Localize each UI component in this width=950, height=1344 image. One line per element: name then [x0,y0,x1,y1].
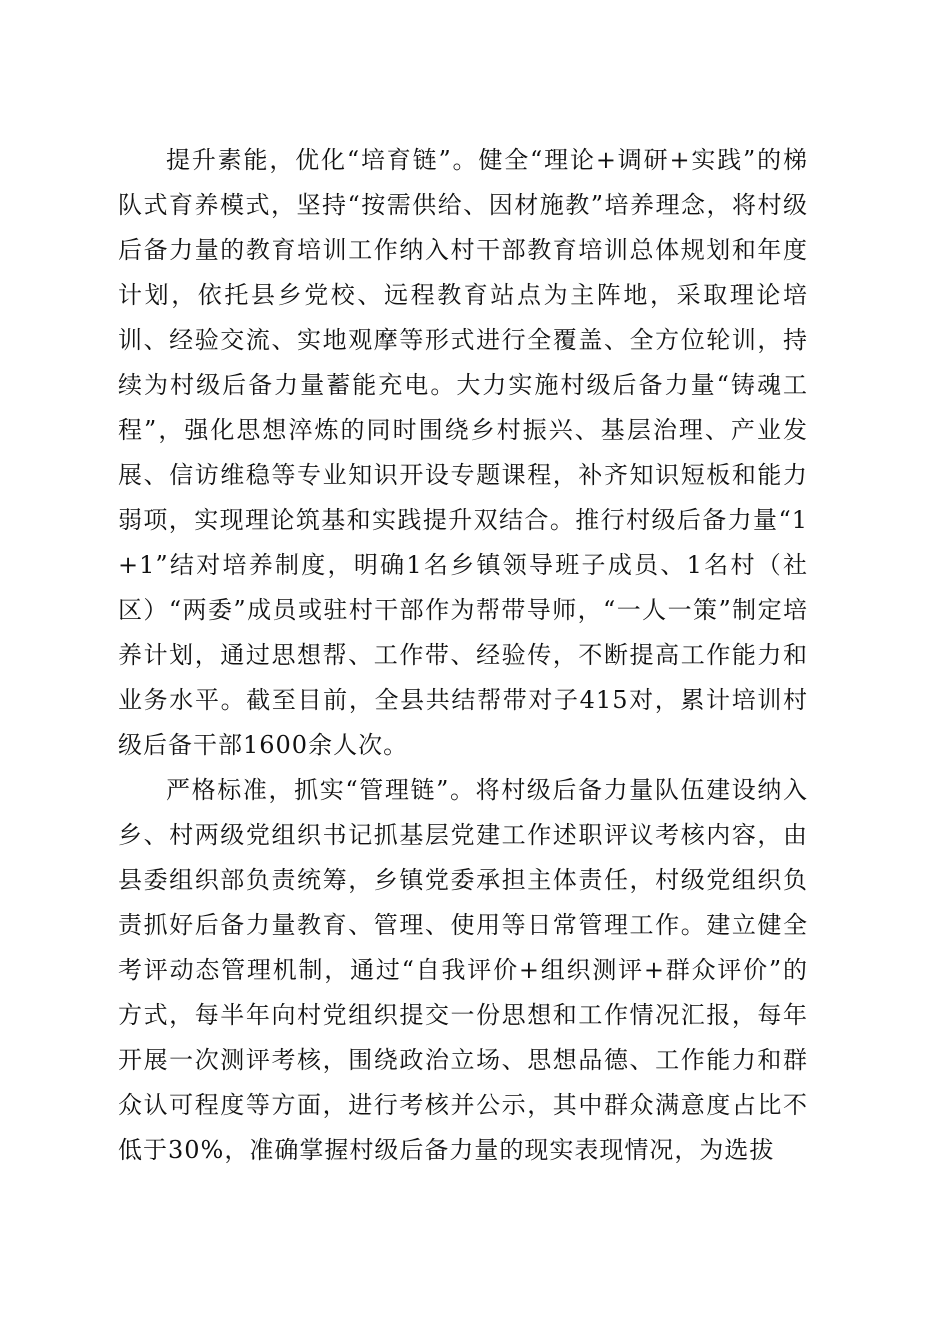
paragraph-training-chain: 提升素能，优化“培育链”。健全“理论+调研+实践”的梯队式育养模式，坚持“按需供给、因材施教”培养理念，将村级后备力量的教育培训工作纳入村干部教育培训总体规划和年度计划，依托县乡党校、远程教育站点为主阵地，采取理论培训、经验交流、实地观摩等形式进行全覆盖、全方位轮训，持续为村级后备力量蓄能充电。大力实施村级后备力量“铸魂工程”，强化思想淬炼的同时围绕乡村振兴、基层治理、产业发展、信访维稳等专业知识开设专题课程，补齐知识短板和能力弱项，实现理论筑基和实践提升双结合。推行村级后备力量“1+1”结对培养制度，明确1名乡镇领导班子成员、1名村（社区）“两委”成员或驻村干部作为帮带导师，“一人一策”制定培养计划，通过思想帮、工作带、经验传，不断提高工作能力和业务水平。截至目前，全县共结帮带对子415对，累计培训村级后备干部1600余人次。 [118,146,808,759]
document-page [118,138,808,1173]
paragraph-management-chain: 严格标准，抓实“管理链”。将村级后备力量队伍建设纳入乡、村两级党组织书记抓基层党建工作述职评议考核内容，由县委组织部负责统筹，乡镇党委承担主体责任，村级党组织负责抓好后备力量教育、管理、使用等日常管理工作。建立健全考评动态管理机制，通过“自我评价+组织测评+群众评价”的方式，每半年向村党组织提交一份思想和工作情况汇报，每年开展一次测评考核，围绕政治立场、思想品德、工作能力和群众认可程度等方面，进行考核并公示，其中群众满意度占比不低于30%，准确掌握村级后备力量的现实表现情况，为选拔 [118,776,808,1164]
